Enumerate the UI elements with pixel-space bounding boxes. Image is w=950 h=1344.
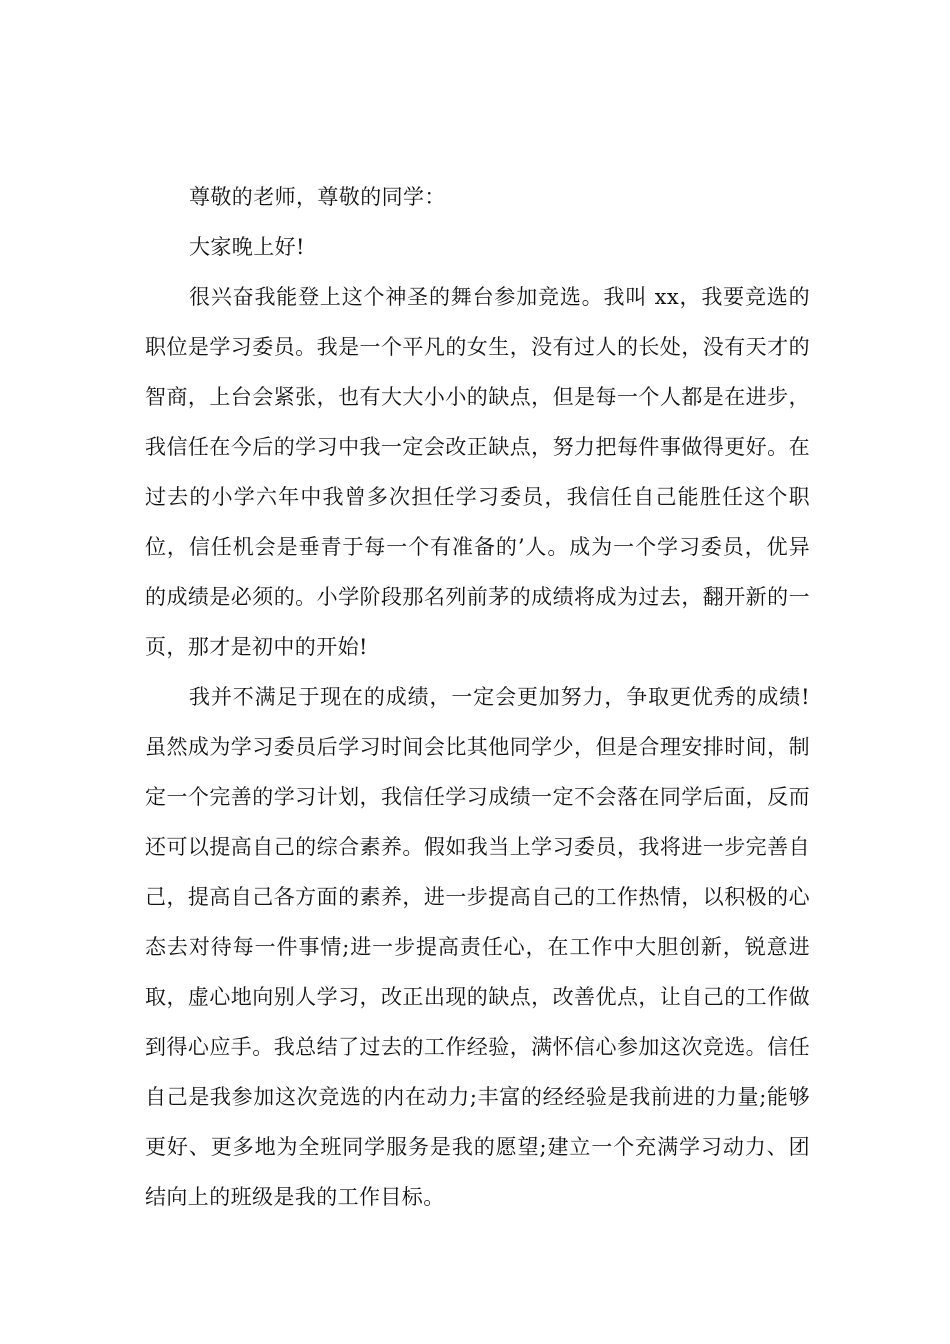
greeting: 大家晚上好! <box>189 235 305 259</box>
salutation: 尊敬的老师，尊敬的同学： <box>189 185 446 209</box>
body-paragraph: 很兴奋我能登上这个神圣的舞台参加竞选。我叫 xx，我要竞选的职位是学习委员。我是一个平凡的女生，没有过人的长处，没有天才的智商，上台会紧张，也有大大小小的缺点，但是每一个人都是在进步，我信任在今后的学习中我一定会改正缺点，努力把每件事做得更好。在过去的小学六年中我曾多次担任学习委员，我信任自己能胜任这个职位，信任机会是垂青于每一个有准备的’人。成为一个学习委员，优异的成绩是必须的。小学阶段那名列前茅的成绩将成为过去，翻开新的一页，那才是初中的开始! <box>145 285 810 659</box>
body-paragraph: 我并不满足于现在的成绩，一定会更加努力，争取更优秀的成绩!虽然成为学习委员后学习时间会比其他同学少，但是合理安排时间，制定一个完善的学习计划，我信任学习成绩一定不会落在同学后面，反而还可以提高自己的综合素养。假如我当上学习委员，我将进一步完善自己，提高自己各方面的素养，进一步提高自己的工作热情，以积极的心态去对待每一件事情;进一步提高责任心，在工作中大胆创新，锐意进取，虚心地向别人学习，改正出现的缺点，改善优点，让自己的工作做到得心应手。我总结了过去的工作经验，满怀信心参加这次竞选。信任自己是我参加这次竞选的内在动力;丰富的经经验是我前进的力量;能够更好、更多地为全班同学服务是我的愿望;建立一个充满学习动力、团结向上的班级是我的工作目标。 <box>145 685 810 1209</box>
document-body <box>145 172 810 1222</box>
